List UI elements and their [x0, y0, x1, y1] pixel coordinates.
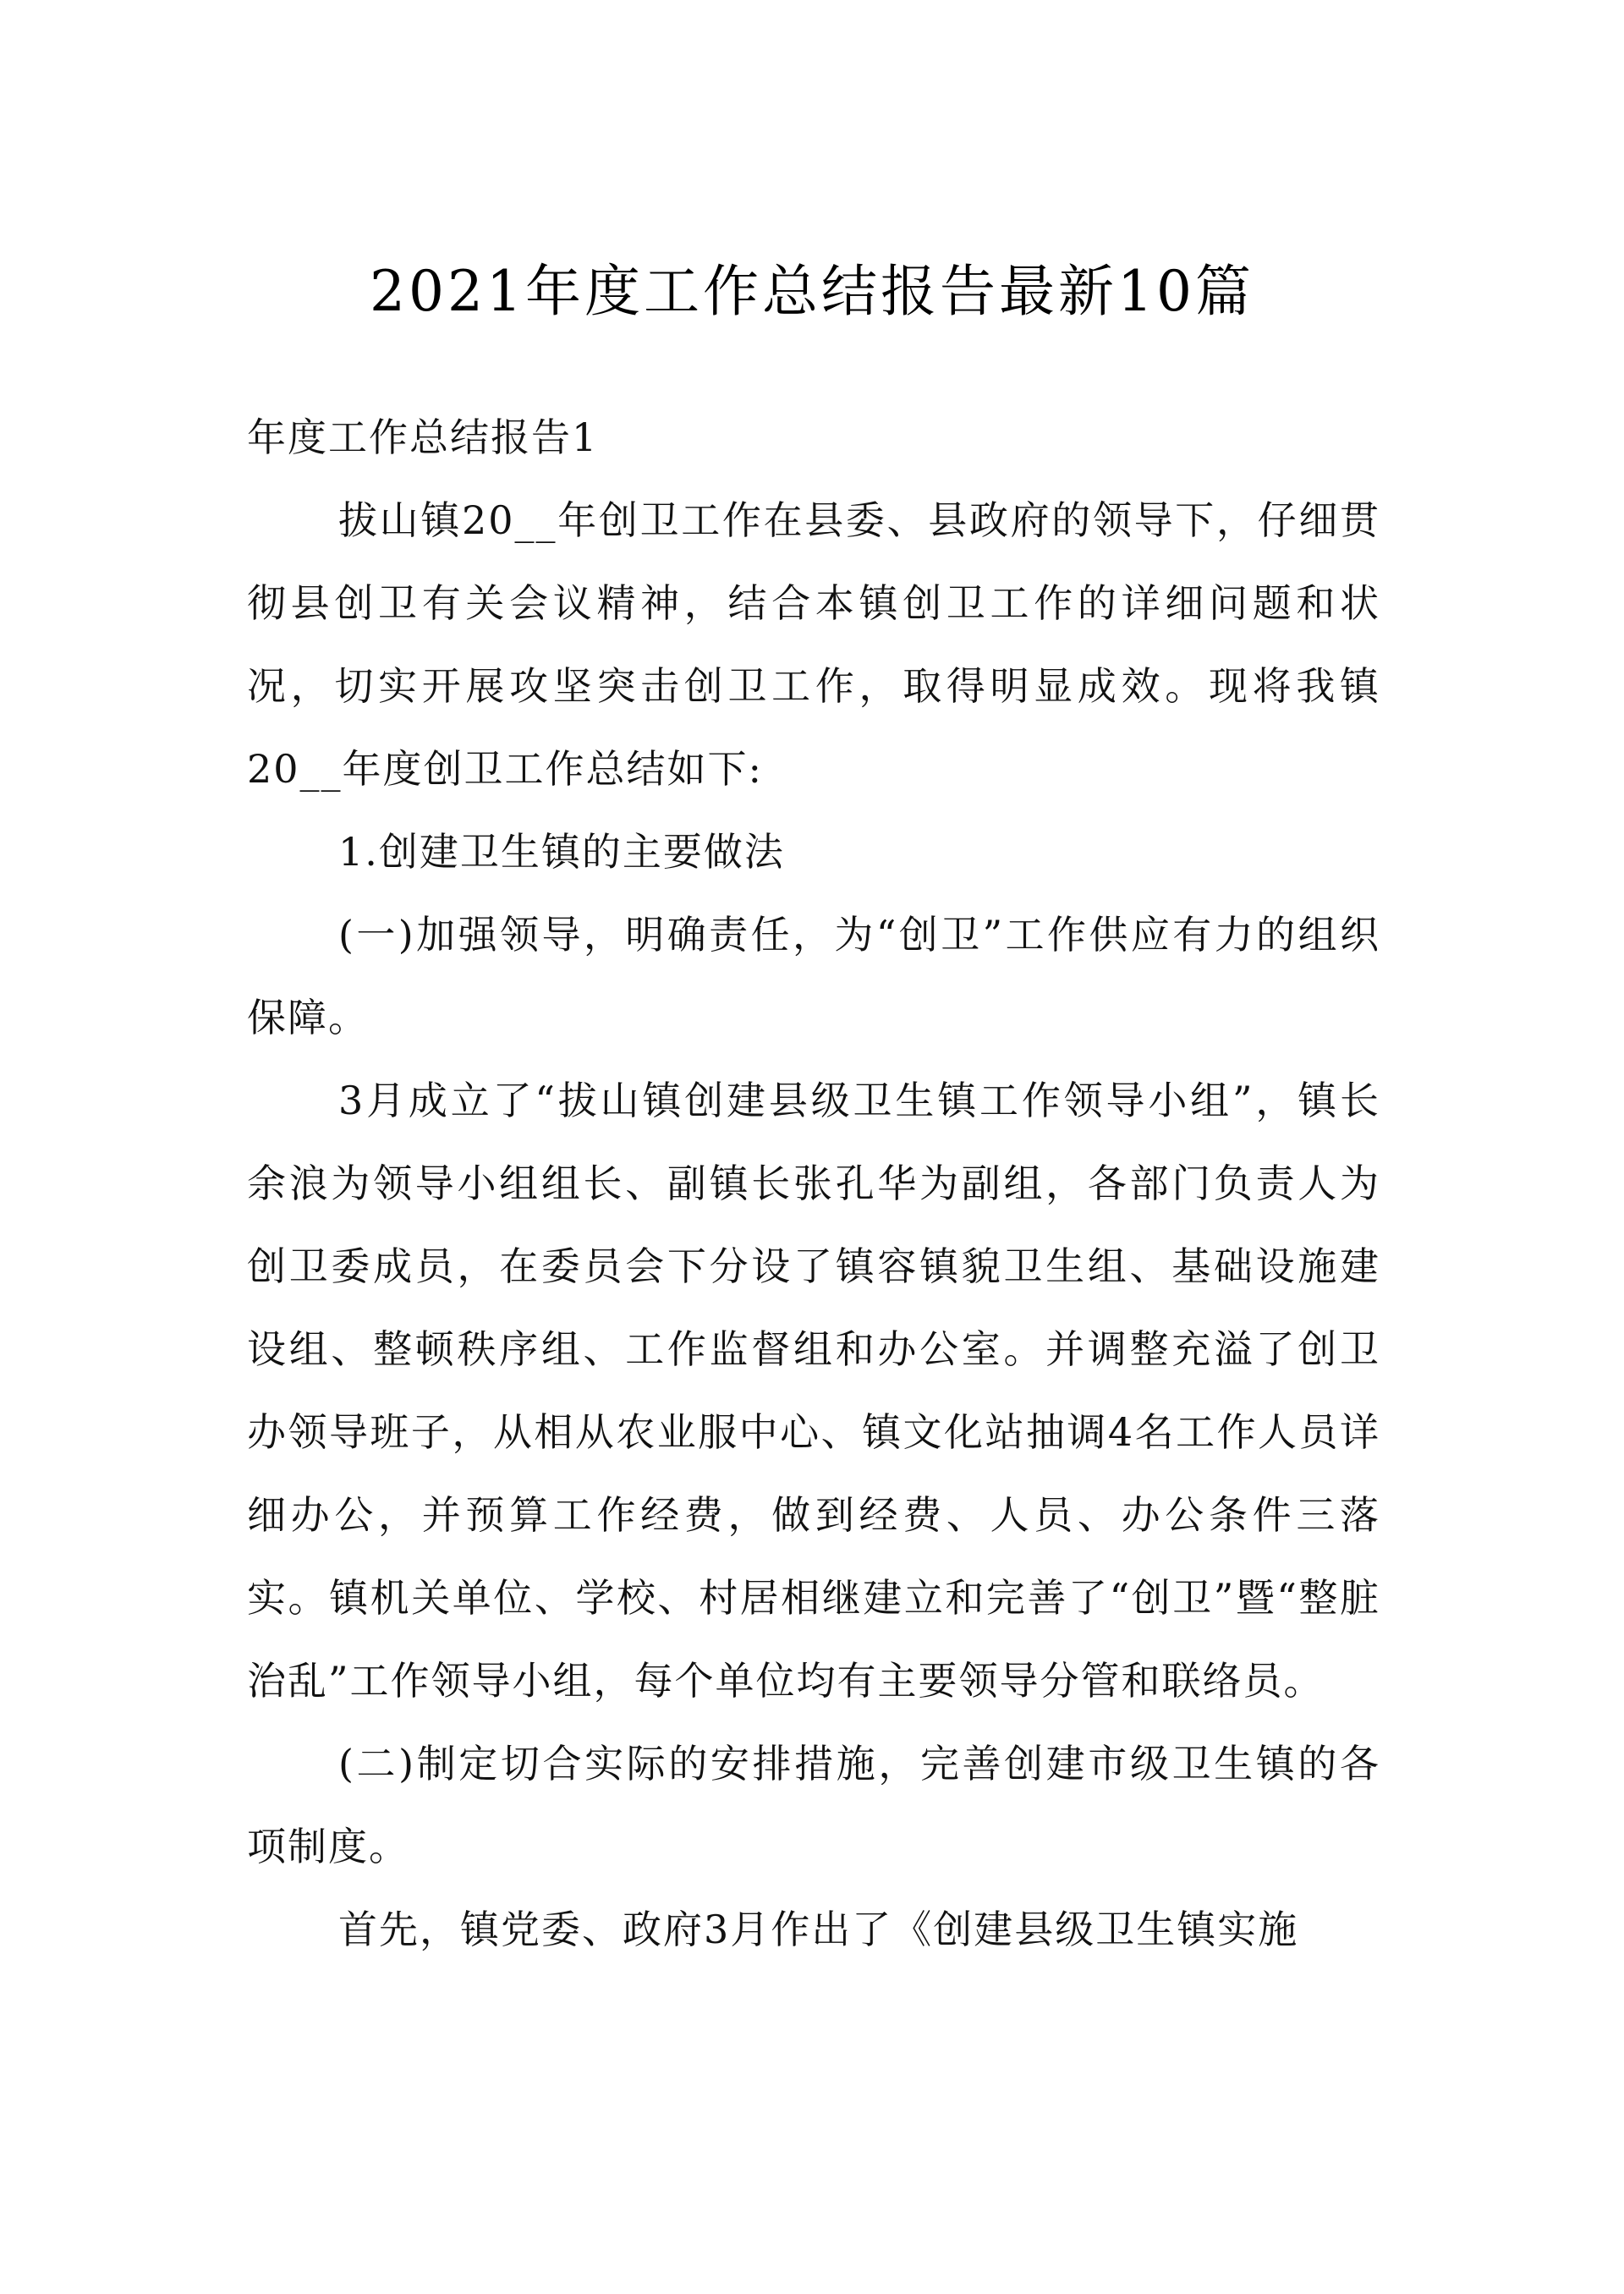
body-paragraph: 拔山镇20__年创卫工作在县委、县政府的领导下，仔细贯彻县创卫有关会议精神，结合本镇创卫工作的详细问题和状况，切实开展攻坚突击创卫工作，取得明显成效。现将我镇20__年度创卫工作总结如下: — [247, 497, 1380, 792]
body-paragraph: 首先，镇党委、政府3月作出了《创建县级卫生镇实施 — [338, 1907, 1299, 1952]
body-paragraph: (一)加强领导，明确责任，为“创卫”工作供应有力的组织保障。 — [247, 912, 1380, 1040]
body-paragraph: (二)制定切合实际的安排措施，完善创建市级卫生镇的各项制度。 — [247, 1741, 1380, 1869]
document-body — [247, 396, 1380, 1971]
section-heading: 年度工作总结报告1 — [247, 414, 599, 460]
document-title: 2021年度工作总结报告最新10篇 — [370, 259, 1254, 324]
sub-heading: 1.创建卫生镇的主要做法 — [338, 829, 785, 875]
body-paragraph: 3月成立了“拔山镇创建县级卫生镇工作领导小组”，镇长余浪为领导小组组长、副镇长张孔华为副组，各部门负责人为创卫委成员，在委员会下分设了镇容镇貌卫生组、基础设施建设组、整顿秩序组、工作监督组和办公室。并调整充溢了创卫办领导班子，从相从农业服中心、镇文化站抽调4名工作人员详细办公，并预算工作经费，做到经费、人员、办公条件三落实。镇机关单位、学校、村居相继建立和完善了“创卫”暨“整脏治乱”工作领导小组，每个单位均有主要领导分管和联络员。 — [247, 1078, 1380, 1704]
